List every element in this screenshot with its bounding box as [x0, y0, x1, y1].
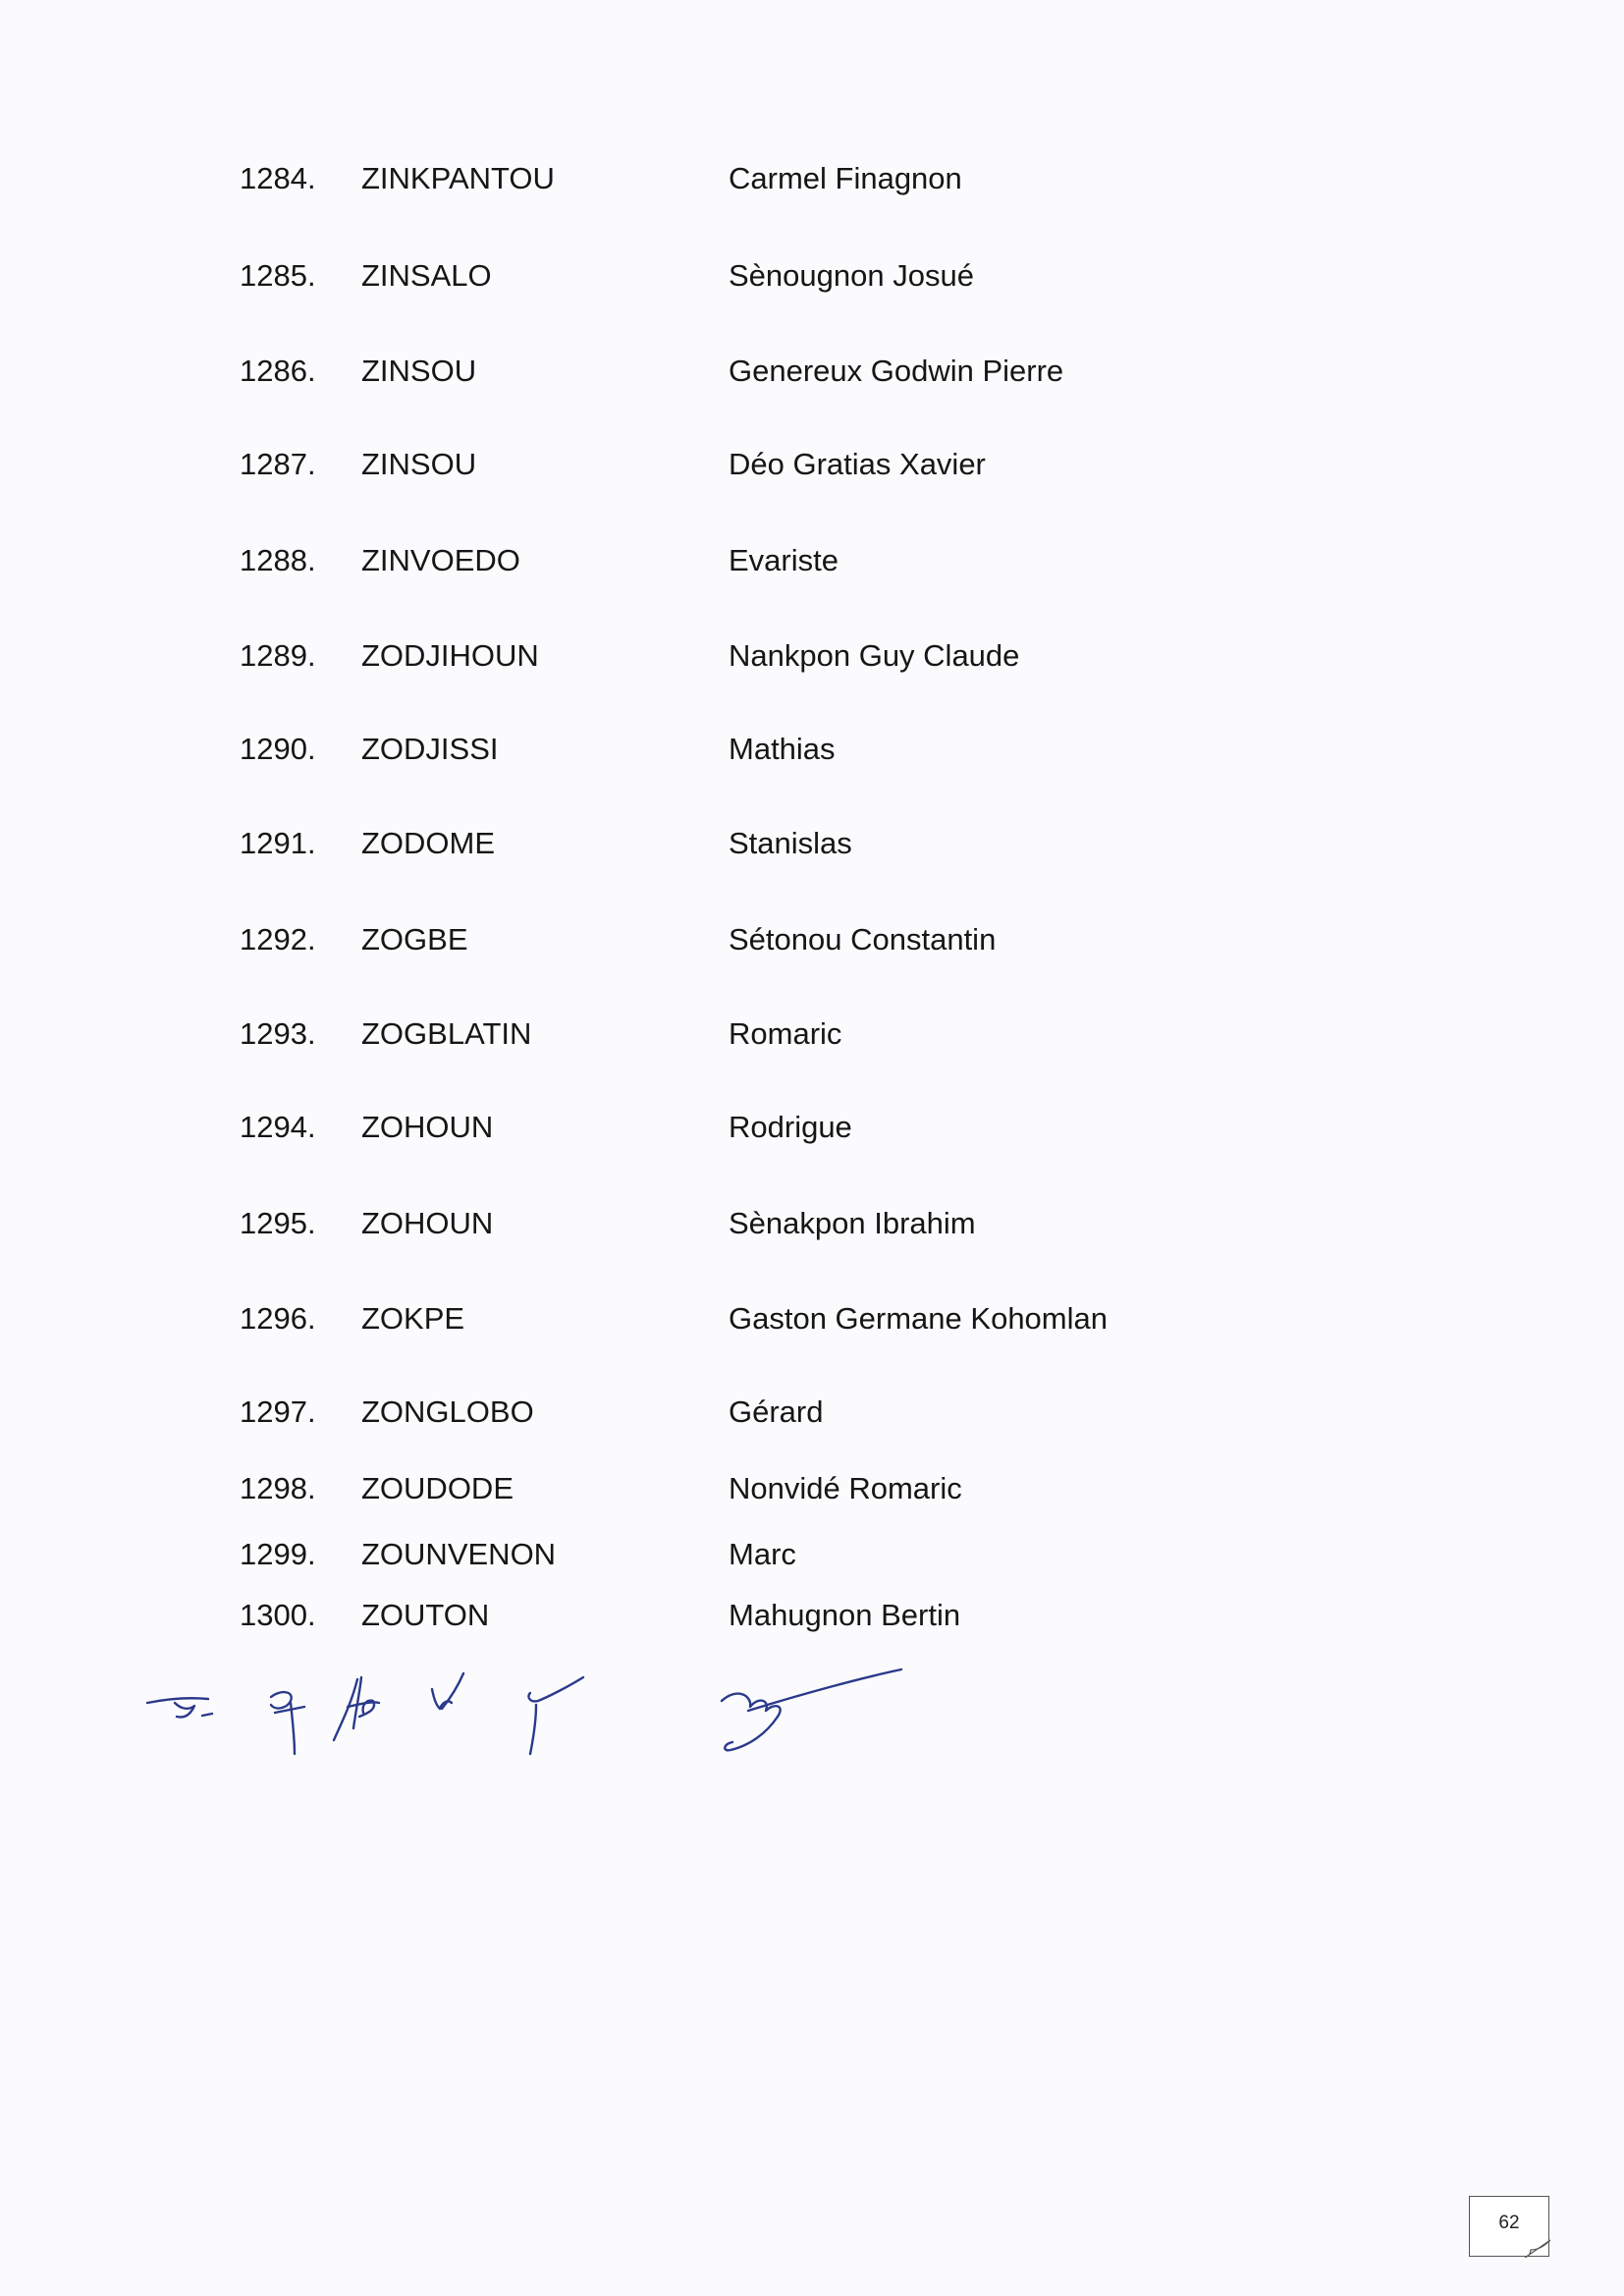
entry-number: 1292.: [240, 922, 316, 957]
entry-surname: ZONGLOBO: [361, 1394, 534, 1429]
entry-number: 1285.: [240, 258, 316, 293]
entry-given-names: Nonvidé Romaric: [729, 1471, 962, 1505]
entry-number: 1284.: [240, 161, 316, 195]
signature-6: [722, 1669, 901, 1750]
entry-surname: ZOUNVENON: [361, 1537, 557, 1571]
list-item: [0, 254, 1624, 298]
list-item: [0, 350, 1624, 393]
entry-given-names: Stanislas: [729, 826, 852, 860]
entry-surname: ZODOME: [361, 826, 496, 860]
entry-surname: ZOHOUN: [361, 1206, 494, 1240]
entry-given-names: Déo Gratias Xavier: [729, 447, 986, 481]
entry-surname: ZODJIHOUN: [361, 638, 539, 673]
list-item: [0, 157, 1624, 200]
entry-surname: ZOGBE: [361, 922, 468, 957]
entry-surname: ZODJISSI: [361, 732, 499, 766]
entry-surname: ZINSOU: [361, 447, 477, 481]
entry-number: 1295.: [240, 1206, 316, 1240]
entry-given-names: Sènougnon Josué: [729, 258, 974, 293]
signature-4: [432, 1673, 463, 1709]
entry-given-names: Sétonou Constantin: [729, 922, 997, 957]
list-item: [0, 1012, 1624, 1056]
list-item: [0, 822, 1624, 865]
entry-surname: ZOGBLATIN: [361, 1016, 532, 1051]
signature-5: [528, 1677, 583, 1754]
entry-surname: ZINSOU: [361, 354, 477, 388]
signature-1: [147, 1698, 212, 1717]
entry-given-names: Mahugnon Bertin: [729, 1598, 961, 1632]
entry-surname: ZINVOEDO: [361, 543, 520, 577]
entry-number: 1293.: [240, 1016, 316, 1051]
entry-surname: ZINSALO: [361, 258, 492, 293]
entry-given-names: Nankpon Guy Claude: [729, 638, 1020, 673]
entry-given-names: Gérard: [729, 1394, 824, 1429]
entry-given-names: Evariste: [729, 543, 839, 577]
entry-given-names: Mathias: [729, 732, 836, 766]
entry-given-names: Romaric: [729, 1016, 842, 1051]
entry-surname: ZOUDODE: [361, 1471, 514, 1505]
entry-surname: ZOKPE: [361, 1301, 465, 1336]
entry-given-names: Carmel Finagnon: [729, 161, 962, 195]
entry-number: 1300.: [240, 1598, 316, 1632]
entry-number: 1299.: [240, 1537, 316, 1571]
signatures-row: [137, 1660, 903, 1787]
entry-given-names: Marc: [729, 1537, 796, 1571]
entry-number: 1288.: [240, 543, 316, 577]
entry-number: 1296.: [240, 1301, 316, 1336]
list-item: [0, 728, 1624, 771]
list-item: [0, 1391, 1624, 1434]
page-number: 62: [1498, 2213, 1520, 2233]
list-item: [0, 1202, 1624, 1245]
page-curl-icon: [1525, 2236, 1550, 2258]
entry-surname: ZOHOUN: [361, 1110, 494, 1144]
list-item: [0, 443, 1624, 486]
entry-given-names: Sènakpon Ibrahim: [729, 1206, 976, 1240]
entry-number: 1290.: [240, 732, 316, 766]
list-item: [0, 1297, 1624, 1340]
list-item: [0, 634, 1624, 678]
entry-number: 1286.: [240, 354, 316, 388]
entry-number: 1294.: [240, 1110, 316, 1144]
signature-2: [271, 1692, 304, 1754]
list-item: [0, 1106, 1624, 1149]
list-item: [0, 1533, 1624, 1576]
entry-given-names: Gaston Germane Kohomlan: [729, 1301, 1108, 1336]
list-item: [0, 539, 1624, 582]
list-item: [0, 1594, 1624, 1637]
list-item: [0, 918, 1624, 961]
page-number-box: [1469, 2196, 1549, 2257]
entry-number: 1289.: [240, 638, 316, 673]
signature-3: [334, 1677, 379, 1740]
entry-given-names: Rodrigue: [729, 1110, 852, 1144]
entry-number: 1297.: [240, 1394, 316, 1429]
entry-surname: ZOUTON: [361, 1598, 490, 1632]
entry-number: 1287.: [240, 447, 316, 481]
entry-number: 1291.: [240, 826, 316, 860]
entry-given-names: Genereux Godwin Pierre: [729, 354, 1064, 388]
list-item: [0, 1467, 1624, 1510]
entry-number: 1298.: [240, 1471, 316, 1505]
entry-surname: ZINKPANTOU: [361, 161, 555, 195]
